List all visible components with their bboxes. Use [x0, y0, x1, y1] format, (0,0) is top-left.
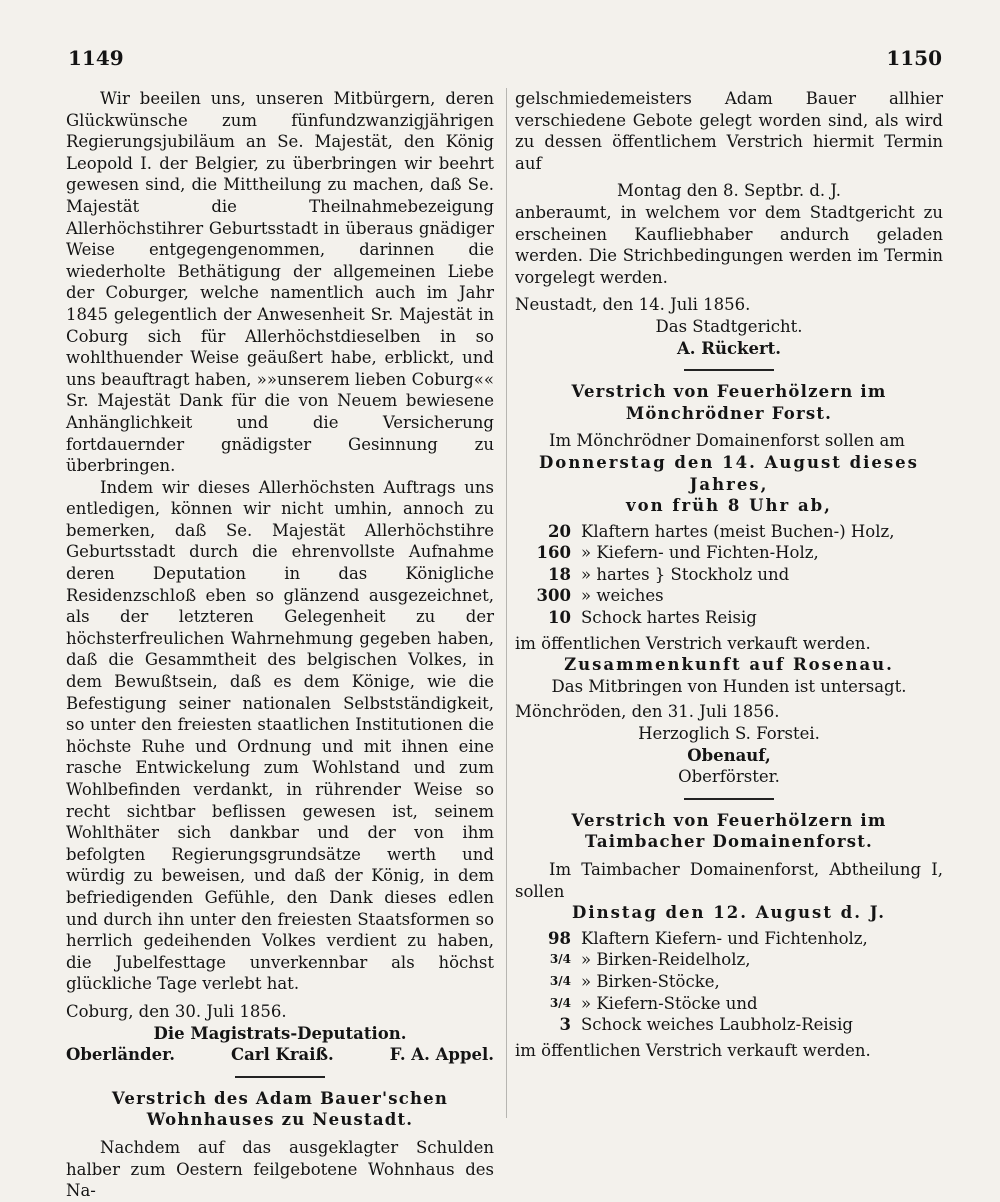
signatures — [66, 1044, 494, 1066]
notice-paragraph: gelschmiedemeisters Adam Bauer allhier verschiedene Gebote gelegt worden sind, als wird zu dessen öffentlichem Verstrich hiermit Termin auf — [515, 89, 943, 173]
notice-paragraph: im öffentlichen Verstrich verkauft werden. — [515, 1040, 871, 1060]
section-heading: Verstrich von Feuerhölzern im Mönchrödner Forst. — [571, 382, 887, 423]
auction-date: Montag den 8. Septbr. d. J. — [617, 181, 841, 201]
signatory-body: Herzoglich S. Forstei. — [638, 724, 820, 744]
list-item: 3/4 » Birken-Stöcke, — [549, 971, 720, 991]
list-item: 160 » Kiefern- und Fichten-Holz, — [536, 543, 819, 563]
column-divider — [506, 88, 507, 1118]
signature: Obenauf, — [687, 745, 771, 765]
left-column — [66, 88, 494, 1202]
page-number-left: 1149 — [68, 46, 124, 70]
signature: Oberländer. — [66, 1045, 176, 1065]
signer-title: Oberförster. — [678, 767, 780, 787]
wood-list — [515, 521, 943, 629]
list-item: 300 » weiches — [536, 586, 664, 606]
announcement-paragraph: Wir beeilen uns, unseren Mitbürgern, deren Glückwünsche zum fünfundzwanzigjährigen Regierungsjubiläum an Se. Majestät, den König Leopold I. der Belgier, zu überbringen wir beehrt gewesen sind, die Mittheilung zu machen, daß Se. Majestät die Theilnahmebezeigung Allerhöchstihrer Geburtsstadt in überaus gnädiger Weise entgegengenommen, darinnen die wiederholte Bethätigung der allgemeinen Liebe der Coburger, welche namentlich auch im Jahr 1845 gelegentlich der Anwesenheit Sr. Majestät in Coburg sich für Allerhöchstdieselben in so wohlthuender Weise geäußert habe, erblickt, und uns beauftragt haben, »»unserem lieben Coburg«« Sr. Majestät Dank für die von Neuem bewiesene Anhänglichkeit und die Versicherung fortdauernder gnädigster Gesinnung zu überbringen. — [66, 89, 494, 476]
signatory-body: Die Magistrats-Deputation. — [153, 1023, 407, 1043]
section-heading: Verstrich des Adam Bauer'schen Wohnhauses zu Neustadt. — [111, 1088, 449, 1130]
auction-date: Dinstag den 12. August d. J. — [572, 903, 886, 923]
section-rule — [235, 1076, 325, 1078]
list-item: 3/4 » Kiefern-Stöcke und — [549, 993, 758, 1013]
dateline: Mönchröden, den 31. Juli 1856. — [515, 702, 780, 722]
auction-time: von früh 8 Uhr ab, — [626, 496, 832, 516]
notice-paragraph: Im Mönchrödner Domainenforst sollen am — [549, 431, 905, 451]
list-item: 20 Klaftern hartes (meist Buchen-) Holz, — [548, 521, 895, 541]
notice-paragraph: Nachdem auf das ausgeklagter Schulden halber zum Oestern feilgebotene Wohnhaus des Na- — [66, 1137, 494, 1201]
signature: F. A. Appel. — [389, 1045, 494, 1065]
signature: Carl Kraiß. — [230, 1045, 334, 1065]
section-rule — [684, 798, 774, 800]
dateline: Neustadt, den 14. Juli 1856. — [515, 295, 751, 315]
wood-list — [515, 928, 943, 1036]
notice-paragraph: im öffentlichen Verstrich verkauft werden. — [515, 633, 871, 653]
auction-date: Donnerstag den 14. August dieses Jahres, — [539, 452, 919, 494]
list-item: 10 Schock hartes Reisig — [548, 608, 757, 628]
notice-paragraph: Das Mitbringen von Hunden ist untersagt. — [551, 676, 907, 696]
dateline: Coburg, den 30. Juli 1856. — [66, 1001, 287, 1021]
announcement-paragraph: Indem wir dieses Allerhöchsten Auftrags uns entledigen, können wir nicht umhin, annoch zu bemerken, daß Se. Majestät Allerhöchstihre Geburtsstadt durch die ehrenvollste Aufnahme deren Deputation in das Königliche Residenzschloß eben so glänzend ausgezeichnet, als der letzteren Gelegenheit zu der höchsterfreulichen Wahrnehmung gegeben haben, daß die Gesammtheit des belgischen Volkes, in dem Bewußtsein, daß es dem Könige, wie die Befestigung seiner nationalen Selbstständigkeit, so unter den freiesten staatlichen Institutionen die höchste Ruhe und Ordnung und mit ihnen eine rasche Entwickelung zum Wohlstand und zum Wohlbefinden verdankt, in rührender Weise so recht sichtbar beflissen gewesen ist, seinem Wohlthäter sich dankbar und der von ihm befolgten Regierungsgrundsätze werth und würdig zu beweisen, und daß der König, in dem befriedigenden Gefühle, den Dank dieses edlen und durch ihn unter den freiesten Staatsformen so herrlich gedeihenden Volkes verdient zu haben, die Jubelfesttage unverkennbar als höchst glückliche Tage verlebt hat. — [66, 477, 494, 994]
notice-paragraph: anberaumt, in welchem vor dem Stadtgericht zu erscheinen Kaufliebhaber andurch geladen werden. Die Strichbedingungen werden im Termin vorgelegt werden. — [515, 202, 943, 287]
list-item: 3 Schock weiches Laubholz-Reisig — [559, 1015, 853, 1035]
signature: A. Rückert. — [676, 338, 782, 358]
right-column — [515, 88, 943, 1061]
list-item: 98 Klaftern Kiefern- und Fichtenholz, — [548, 928, 868, 948]
page-number-right: 1150 — [886, 46, 942, 70]
section-heading: Verstrich von Feuerhölzern im Taimbacher Domainenforst. — [571, 810, 887, 852]
signatory-body: Das Stadtgericht. — [655, 316, 803, 336]
notice-paragraph: Im Taimbacher Domainenforst, Abtheilung I, sollen — [515, 860, 943, 901]
section-rule — [684, 369, 774, 371]
list-item: 3/4 » Birken-Reidelholz, — [549, 950, 751, 970]
meeting-point: Zusammenkunft auf Rosenau. — [564, 655, 894, 675]
list-item: 18 » hartes } Stockholz und — [548, 564, 790, 584]
